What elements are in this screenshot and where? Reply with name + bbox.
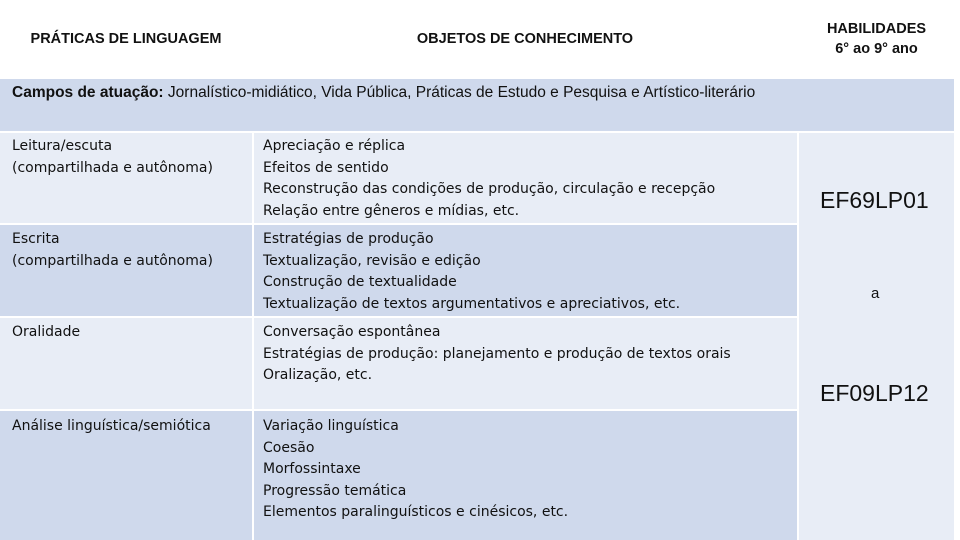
pratica-title: Análise linguística/semiótica <box>12 418 211 434</box>
objeto-item: Estratégias de produção: planejamento e produção de textos orais <box>263 345 731 362</box>
objeto-item: Variação linguística <box>263 418 399 434</box>
row-oralidade-pratica <box>0 317 252 410</box>
header-habilidades-label: HABILIDADES <box>826 21 927 37</box>
objeto-item: Conversação espontânea <box>263 324 441 340</box>
row-escrita-pratica <box>0 224 252 317</box>
campos-label: Campos de atuação: <box>12 84 164 101</box>
pratica-subtitle: (compartilhada e autônoma) <box>12 159 213 176</box>
header-praticas-label: PRÁTICAS DE LINGUAGEM <box>30 31 222 47</box>
row-escrita-objetos <box>252 224 798 317</box>
objeto-item: Textualização de textos argumentativos e apreciativos, etc. <box>263 295 681 312</box>
row-oralidade-objetos <box>252 317 798 410</box>
pratica-title: Escrita <box>12 231 60 247</box>
grid-line <box>0 223 798 225</box>
grid-line <box>0 77 960 79</box>
grid-line <box>797 132 799 540</box>
objeto-item: Coesão <box>263 439 315 456</box>
campos-value: Jornalístico-midiático, Vida Pública, Práticas de Estudo e Pesquisa e Artístico-literário <box>167 84 756 101</box>
habilidades-column <box>798 132 955 540</box>
row-leitura-pratica <box>0 132 252 224</box>
header-praticas <box>0 0 252 78</box>
objeto-item: Construção de textualidade <box>263 274 457 290</box>
objeto-item: Morfossintaxe <box>263 461 361 477</box>
habilidade-start-code: EF69LP01 <box>820 187 929 213</box>
row-analise-pratica <box>0 410 252 540</box>
objeto-item: Oralização, etc. <box>263 367 373 383</box>
header-habilidades-range: 6° ao 9° ano <box>835 41 918 57</box>
grid-line <box>797 0 799 78</box>
pratica-title: Oralidade <box>12 324 81 340</box>
objeto-item: Efeitos de sentido <box>263 159 389 176</box>
row-analise-objetos <box>252 410 798 540</box>
header-habilidades <box>798 0 955 78</box>
pratica-title: Leitura/escuta <box>12 138 113 154</box>
habilidade-connector: a <box>871 285 880 302</box>
objeto-item: Estratégias de produção <box>263 231 434 247</box>
objeto-item: Textualização, revisão e edição <box>263 252 481 269</box>
header-objetos <box>252 0 798 78</box>
objeto-item: Progressão temática <box>263 482 407 499</box>
objeto-item: Relação entre gêneros e mídias, etc. <box>263 202 520 219</box>
objeto-item: Apreciação e réplica <box>263 138 406 154</box>
grid-line <box>0 409 798 411</box>
habilidade-end-code: EF09LP12 <box>820 380 929 406</box>
grid-line <box>0 131 960 133</box>
grid-line <box>252 0 254 78</box>
objeto-item: Elementos paralinguísticos e cinésicos, etc. <box>263 504 569 520</box>
grid-line <box>954 0 960 540</box>
pratica-subtitle: (compartilhada e autônoma) <box>12 252 213 269</box>
objeto-item: Reconstrução das condições de produção, circulação e recepção <box>263 181 716 197</box>
row-leitura-objetos <box>252 132 798 224</box>
grid-line <box>0 316 798 318</box>
header-objetos-label: OBJETOS DE CONHECIMENTO <box>416 31 634 47</box>
grid-line <box>252 132 254 540</box>
campos-row <box>0 78 955 132</box>
